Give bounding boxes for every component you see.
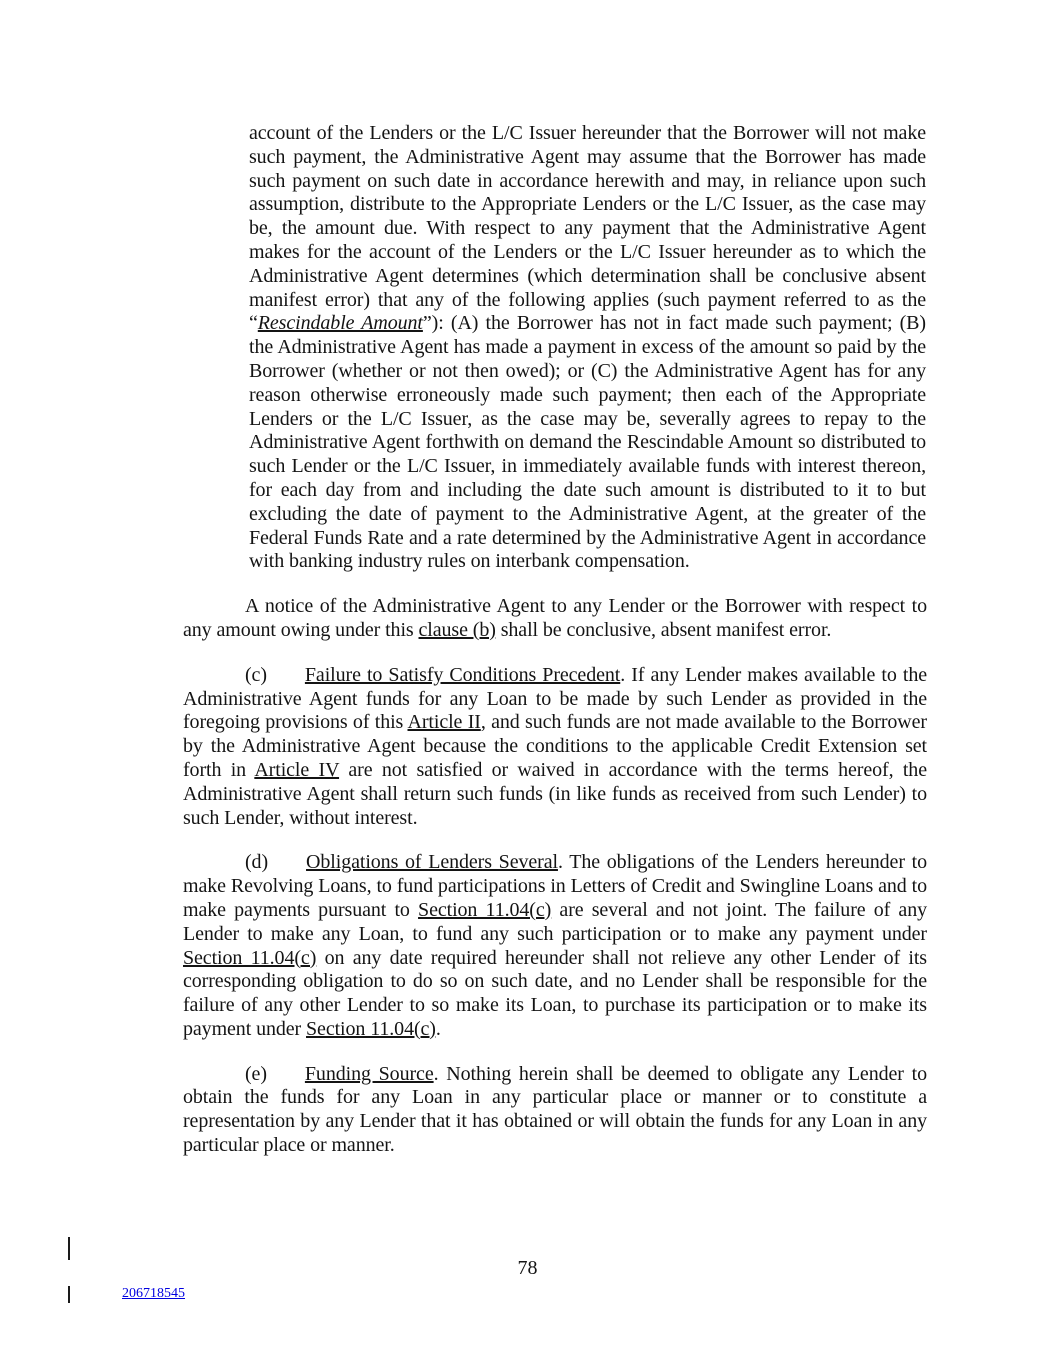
- para-notice-conclusive: [183, 595, 927, 643]
- text-run: Article II: [407, 711, 481, 734]
- text-run: (e): [245, 1062, 267, 1085]
- text-run: Section 11.04(c): [306, 1017, 436, 1040]
- text-run: Section 11.04(c): [183, 946, 317, 969]
- text-run: A notice of the Administrative Agent to any Lender or the Borrower with respect to any amount owing under this: [183, 595, 927, 641]
- change-bar: [68, 1286, 70, 1303]
- text-run: account of the Lenders or the L/C Issuer hereunder that the Borrower will not make such payment, the Administrative Agent may assume that the Borrower has made such payment on such date in accordance herewith and may, in reliance upon such assumption, distribute to the Appropriate Lenders or the L/C Issuer, as the case may be, the amount due. With respect to any payment that the Administrative Agent makes for the account of the Lenders or the L/C Issuer hereunder as to which the Administrative Agent determines (which determination shall be conclusive absent manifest error) that any of the following applies (such payment referred to as the “: [249, 122, 926, 335]
- text-run: .: [435, 1017, 441, 1040]
- text-run: shall be conclusive, absent manifest error.: [495, 618, 832, 641]
- text-run: ”): (A) the Borrower has not in fact made such payment; (B) the Administrative Agent has made a payment in excess of the amount so paid by the Borrower (whether or not then owed); or (C) the Administrative Agent has for any reason otherwise erroneously made such payment; then each of the Appropriate Lenders or the L/C Issuer, as the case may be, severally agrees to repay to the Administrative Agent forthwith on demand the Rescindable Amount so distributed to such Lender or the L/C Issuer, in immediately available funds with interest thereon, for each day from and including the date such amount is distributed to it to but excluding the date of payment to the Administrative Agent, at the greater of the Federal Funds Rate and a rate determined by the Administrative Agent in accordance with banking industry rules on interbank compensation.: [249, 312, 926, 573]
- text-run: clause (b): [418, 618, 496, 641]
- text-run: Failure to Satisfy Conditions Precedent: [304, 663, 621, 686]
- document-number-link[interactable]: 206718545: [122, 1286, 185, 1301]
- text-run: on any date required hereunder shall not relieve any other Lender of its corresponding obligation to do so on such date, and no Lender shall be responsible for the failure of any other Lender to so make its Loan, to purchase its participation or to make its payment under: [183, 946, 927, 1040]
- text-run: , and such funds are not made available to the Borrower by the Administrative Agent because the conditions to the applicable Credit Extension set forth in: [183, 711, 927, 781]
- para-d-obligations-of-lenders-several: [183, 851, 927, 1041]
- text-run: are several and not joint. The failure of any Lender to make any Loan, to fund any such participation or to make any payment under: [183, 898, 927, 945]
- document-body: [183, 122, 927, 1179]
- text-run: . If any Lender makes available to the Administrative Agent funds for any Loan to be made by such Lender as provided in the foregoing provisions of this: [183, 663, 927, 734]
- text-run: Section 11.04(c): [418, 898, 552, 921]
- text-run: (d): [245, 851, 269, 874]
- page-number: 78: [517, 1257, 538, 1279]
- text-run: . The obligations of the Lenders hereunder to make Revolving Loans, to fund participations in Letters of Credit and Swingline Loans and to make payments pursuant to: [183, 851, 927, 921]
- text-run: . Nothing herein shall be deemed to obligate any Lender to obtain the funds for any Loan in any particular place or manner or to constitute a representation by any Lender that it has obtained or will obtain the funds for any Loan in any particular place or manner.: [183, 1062, 927, 1157]
- text-run: are not satisfied or waived in accordance with the terms hereof, the Administrative Agent shall return such funds (in like funds as received from such Lender) to such Lender, without interest.: [183, 758, 927, 829]
- text-run: Funding Source: [304, 1062, 434, 1085]
- text-run: Article IV: [254, 758, 340, 781]
- para-c-failure-to-satisfy-conditions-precedent: [183, 664, 927, 831]
- text-run: Obligations of Lenders Several: [306, 851, 558, 874]
- text-run: Rescindable Amount: [257, 312, 423, 335]
- para-rescindable-amount-continuation: [249, 122, 926, 574]
- text-run: (c): [245, 663, 267, 686]
- para-e-funding-source: [183, 1063, 927, 1158]
